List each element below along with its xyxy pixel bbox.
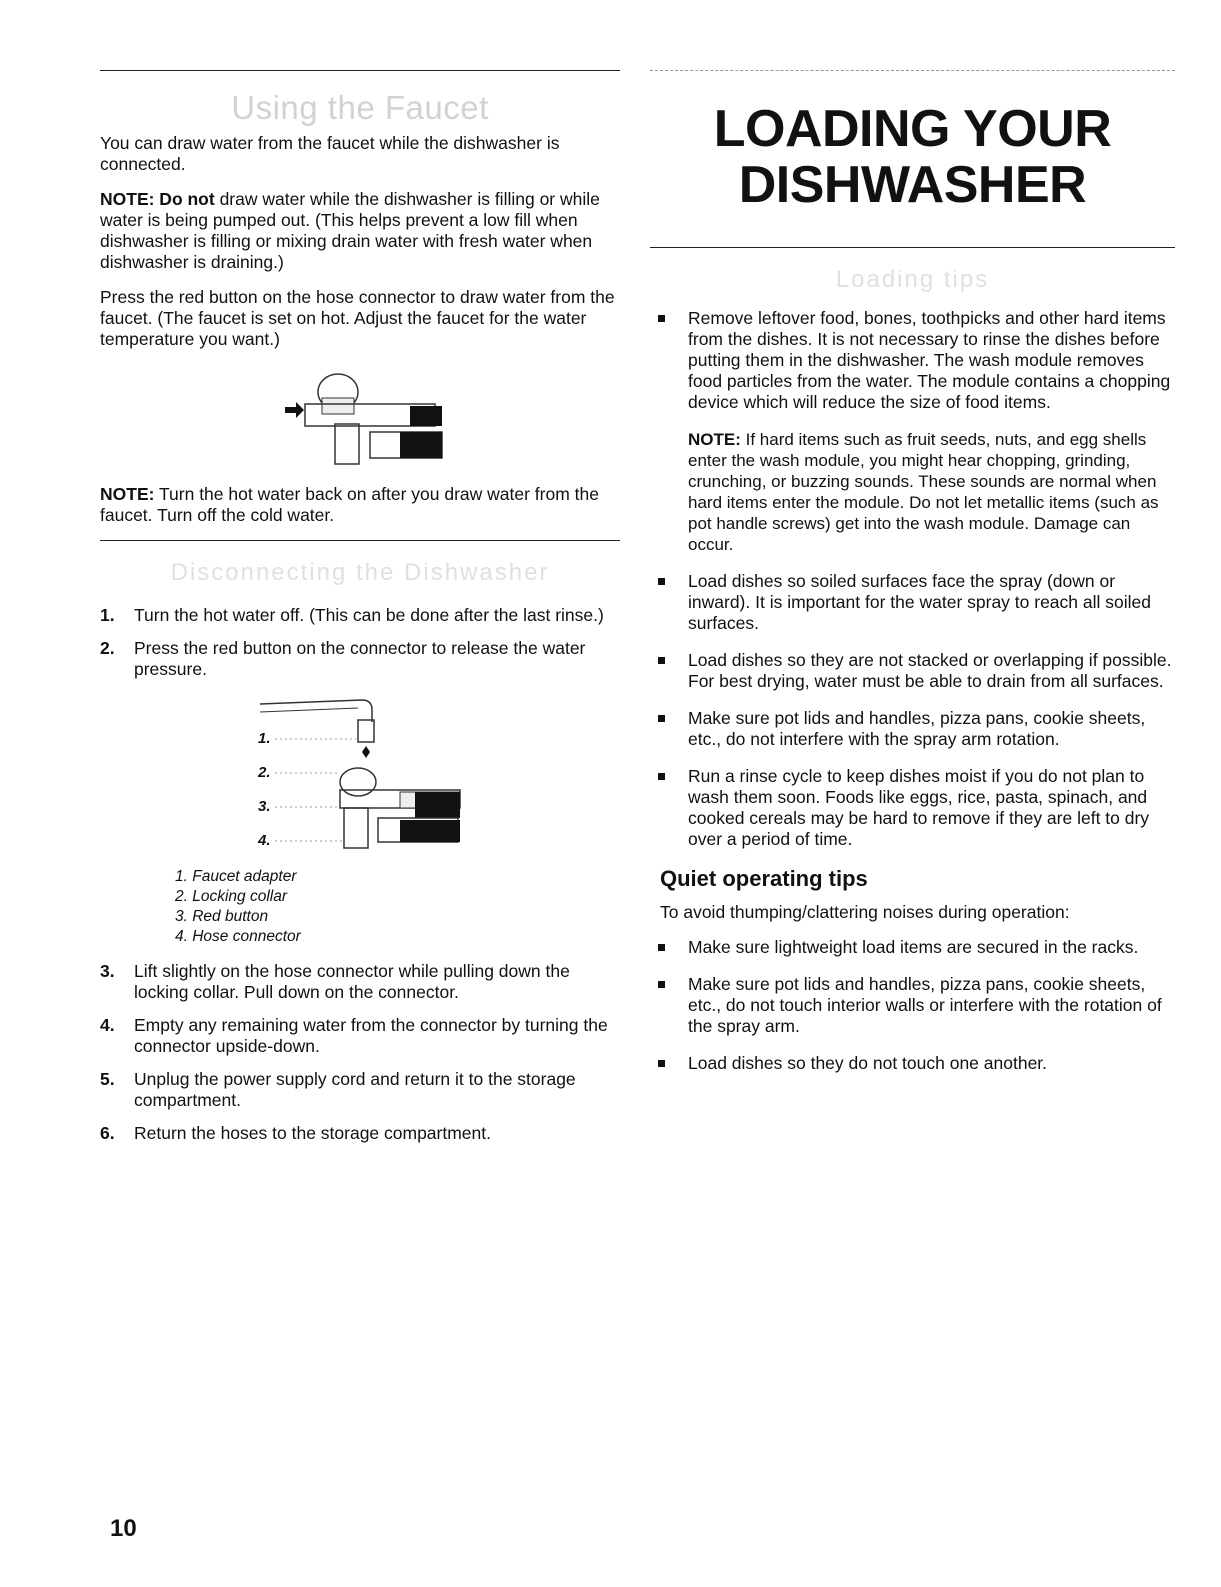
note-do-not-draw bbox=[100, 189, 620, 273]
quiet-tips-list bbox=[650, 937, 1175, 1074]
note-text: If hard items such as fruit seeds, nuts, and egg shells enter the wash module, you might hear chopping, grinding, crunching, or buzzing sounds. These sounds are normal when hard items enter the module. Do not let metallic items (such as pot handle screws) get into the wash module. Damage can occur. bbox=[688, 430, 1159, 554]
list-item bbox=[650, 974, 1175, 1037]
list-item bbox=[100, 638, 620, 680]
subheading-loading-tips: Loading tips bbox=[835, 266, 990, 293]
step-text: Lift slightly on the hose connector while pulling down the locking collar. Pull down on the connector. bbox=[134, 961, 570, 1002]
bullet-text: Make sure pot lids and handles, pizza pans, cookie sheets, etc., do not touch interior walls or interfere with the rotation of the spray arm. bbox=[688, 974, 1162, 1036]
bullet-text: Load dishes so soiled surfaces face the spray (down or inward). It is important for the water spray to reach all soiled surfaces. bbox=[688, 571, 1151, 633]
list-item bbox=[650, 708, 1175, 750]
figure-label-1: 1. bbox=[258, 730, 271, 747]
right-column bbox=[650, 70, 1175, 1090]
bullet-square-icon bbox=[658, 715, 665, 722]
title-line-1: LOADING YOUR bbox=[713, 100, 1112, 158]
list-item bbox=[650, 1053, 1175, 1074]
list-item bbox=[650, 308, 1175, 413]
list-item bbox=[100, 1015, 620, 1057]
legend-item: 4. Hose connector bbox=[175, 928, 301, 945]
list-item bbox=[100, 1123, 620, 1144]
note-hard-items bbox=[650, 429, 1175, 555]
bullet-square-icon bbox=[658, 773, 665, 780]
bullet-square-icon bbox=[658, 578, 665, 585]
step-number: 3. bbox=[100, 961, 115, 981]
arrow-down-icon bbox=[362, 746, 370, 758]
bullet-text: Load dishes so they are not stacked or overlapping if possible. For best drying, water must be able to drain from all surfaces. bbox=[688, 650, 1172, 691]
bullet-text: Make sure pot lids and handles, pizza pans, cookie sheets, etc., do not interfere with the spray arm rotation. bbox=[688, 708, 1146, 749]
title-line-2: DISHWASHER bbox=[738, 156, 1087, 214]
bullet-text: Run a rinse cycle to keep dishes moist if you do not plan to wash them soon. Foods like eggs, rice, pasta, spinach, and cooked cereals may be hard to remove if they are left to dry over a period of time. bbox=[688, 766, 1150, 849]
step-text: Turn the hot water off. (This can be done after the last rinse.) bbox=[134, 605, 604, 625]
step-text: Press the red button on the connector to release the water pressure. bbox=[134, 638, 586, 679]
legend-item: 3. Red button bbox=[175, 908, 269, 925]
list-item bbox=[100, 1069, 620, 1111]
quiet-tips-intro: To avoid thumping/clattering noises during operation: bbox=[660, 902, 1070, 922]
figure-label-4: 4. bbox=[258, 832, 271, 849]
note-label: NOTE: bbox=[688, 430, 741, 449]
bullet-square-icon bbox=[658, 1060, 665, 1067]
list-item bbox=[650, 766, 1175, 850]
note-text: draw water while the dishwasher is filling or while water is being pumped out. (This helps prevent a low fill when dishwasher is filling or mixing drain water with fresh water when dishwasher is draining.) bbox=[100, 189, 600, 272]
press-button-paragraph: Press the red button on the hose connector to draw water from the faucet. (The faucet is set on hot. Adjust the faucet for the water temperature you want.) bbox=[100, 287, 615, 349]
title-rule bbox=[650, 247, 1175, 248]
bullet-text: Remove leftover food, bones, toothpicks and other hard items from the dishes. It is not necessary to rinse the dishes before putting them in the dishwasher. The wash module removes food particles from the water. The module contains a chopping device which will reduce the size of food items. bbox=[688, 308, 1171, 412]
list-item bbox=[650, 571, 1175, 634]
step-text: Return the hoses to the storage compartment. bbox=[134, 1123, 491, 1143]
note-text-2: Turn the hot water back on after you draw water from the faucet. Turn off the cold water. bbox=[100, 484, 599, 525]
legend-item: 2. Locking collar bbox=[175, 888, 288, 905]
bullet-text: Make sure lightweight load items are secured in the racks. bbox=[688, 937, 1139, 957]
connector-figure bbox=[100, 692, 620, 867]
step-number: 5. bbox=[100, 1069, 115, 1089]
left-column bbox=[100, 70, 620, 1156]
section-heading-disconnecting: Disconnecting the Dishwasher bbox=[170, 559, 550, 586]
legend-item: 1. Faucet adapter bbox=[175, 868, 297, 885]
page-title bbox=[650, 101, 1175, 213]
note-label-2: NOTE: bbox=[100, 484, 155, 504]
bullet-square-icon bbox=[658, 944, 665, 951]
disconnect-steps-b bbox=[100, 961, 620, 1144]
list-item bbox=[650, 650, 1175, 692]
arrow-icon bbox=[285, 402, 304, 418]
figure-legend bbox=[175, 867, 620, 947]
figure-label-3: 3. bbox=[258, 798, 271, 815]
top-rule-left bbox=[100, 70, 620, 71]
note-label: NOTE: Do not bbox=[100, 189, 215, 209]
step-number: 4. bbox=[100, 1015, 115, 1035]
bullet-square-icon bbox=[658, 657, 665, 664]
faucet-adapter-illustration bbox=[100, 364, 620, 474]
connector-illustration bbox=[100, 692, 620, 867]
step-number: 2. bbox=[100, 638, 115, 658]
figure-label-2: 2. bbox=[258, 764, 271, 781]
loading-tips-list bbox=[650, 308, 1175, 413]
quiet-tips-heading: Quiet operating tips bbox=[660, 866, 868, 891]
intro-paragraph: You can draw water from the faucet while the dishwasher is connected. bbox=[100, 133, 560, 174]
mid-rule-left bbox=[100, 540, 620, 541]
section-heading-using-faucet: Using the Faucet bbox=[231, 89, 489, 126]
disconnect-steps-a bbox=[100, 605, 620, 680]
faucet-adapter-figure bbox=[100, 364, 620, 474]
top-rule-right bbox=[650, 70, 1175, 71]
bullet-square-icon bbox=[658, 981, 665, 988]
list-item bbox=[650, 937, 1175, 958]
step-number: 1. bbox=[100, 605, 115, 625]
list-item bbox=[100, 605, 620, 626]
note-turn-hot-water bbox=[100, 484, 620, 526]
step-number: 6. bbox=[100, 1123, 115, 1143]
bullet-text: Load dishes so they do not touch one another. bbox=[688, 1053, 1048, 1073]
step-text: Empty any remaining water from the connector by turning the connector upside-down. bbox=[134, 1015, 608, 1056]
bullet-square-icon bbox=[658, 315, 665, 322]
loading-tips-list-2 bbox=[650, 571, 1175, 850]
step-text: Unplug the power supply cord and return it to the storage compartment. bbox=[134, 1069, 576, 1110]
page-number: 10 bbox=[110, 1515, 137, 1542]
list-item bbox=[100, 961, 620, 1003]
